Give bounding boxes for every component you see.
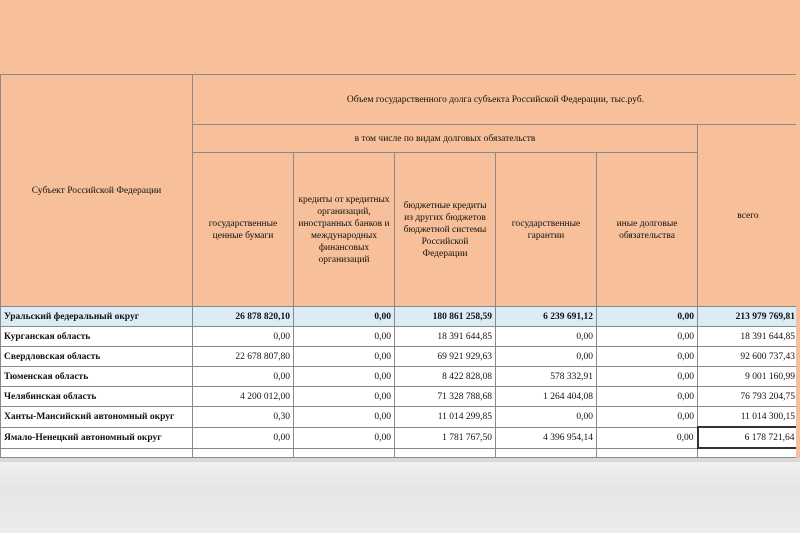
- empty-cell: [698, 448, 799, 458]
- empty-cell: [395, 448, 496, 458]
- region-cell[interactable]: Уральский федеральный округ: [1, 307, 193, 327]
- header-debt-volume-label: Объем государственного долга субъекта Российской Федерации, тыс.руб.: [346, 94, 645, 105]
- header-col-total[interactable]: [698, 125, 799, 307]
- header-col-securities[interactable]: [193, 153, 294, 307]
- value-cell[interactable]: 92 600 737,43: [698, 347, 799, 367]
- value-cell[interactable]: 0,00: [294, 367, 395, 387]
- header-col-guarantees-label: государственные гарантии: [511, 218, 581, 241]
- value-cell[interactable]: 0,00: [597, 407, 698, 428]
- value-cell[interactable]: 76 793 204,75: [698, 387, 799, 407]
- header-subject-label: Субъект Российской Федерации: [31, 185, 162, 196]
- value-cell[interactable]: 0,00: [597, 427, 698, 448]
- region-cell[interactable]: Свердловская область: [1, 347, 193, 367]
- value-cell[interactable]: 6 239 691,12: [496, 307, 597, 327]
- table-row: [1, 387, 799, 407]
- region-cell[interactable]: Челябинская область: [1, 387, 193, 407]
- table-row: [1, 407, 799, 428]
- table-row-partial: [1, 448, 799, 458]
- region-cell[interactable]: Курганская область: [1, 327, 193, 347]
- value-cell[interactable]: 69 921 929,63: [395, 347, 496, 367]
- region-cell[interactable]: Ханты-Мансийский автономный округ: [1, 407, 193, 428]
- header-including-by-type[interactable]: [193, 125, 698, 153]
- value-cell[interactable]: 0,00: [193, 327, 294, 347]
- header-col-other[interactable]: [597, 153, 698, 307]
- value-cell[interactable]: 71 328 788,68: [395, 387, 496, 407]
- blurred-bottom-area: [0, 458, 800, 533]
- value-cell[interactable]: 9 001 160,99: [698, 367, 799, 387]
- region-cell[interactable]: Ямало-Ненецкий автономный округ: [1, 427, 193, 448]
- value-cell[interactable]: 0,00: [294, 327, 395, 347]
- value-cell[interactable]: 0,00: [496, 407, 597, 428]
- value-cell[interactable]: 0,00: [294, 347, 395, 367]
- table-row: [1, 307, 799, 327]
- debt-table: [0, 74, 800, 458]
- value-cell[interactable]: 0,00: [294, 307, 395, 327]
- value-cell[interactable]: 578 332,91: [496, 367, 597, 387]
- value-cell[interactable]: 1 264 404,08: [496, 387, 597, 407]
- value-cell[interactable]: 0,00: [597, 387, 698, 407]
- value-cell[interactable]: 213 979 769,81: [698, 307, 799, 327]
- sheet-top-band: [0, 0, 800, 74]
- value-cell[interactable]: 180 861 258,59: [395, 307, 496, 327]
- value-cell[interactable]: 0,00: [294, 407, 395, 428]
- empty-cell: [193, 448, 294, 458]
- selected-cell[interactable]: 6 178 721,64: [698, 427, 799, 448]
- spreadsheet-sheet: [0, 74, 800, 458]
- value-cell[interactable]: 0,30: [193, 407, 294, 428]
- header-col-bank-credits-label: кредиты от кредитных организаций, иностранных банков и международных финансовых организаций: [298, 194, 390, 265]
- empty-cell: [294, 448, 395, 458]
- value-cell[interactable]: 0,00: [294, 387, 395, 407]
- header-col-budget-credits[interactable]: [395, 153, 496, 307]
- empty-cell: [1, 448, 193, 458]
- value-cell[interactable]: 0,00: [597, 307, 698, 327]
- header-col-other-label: иные долговые обязательства: [616, 218, 678, 241]
- value-cell[interactable]: 0,00: [597, 327, 698, 347]
- header-col-guarantees[interactable]: [496, 153, 597, 307]
- value-cell[interactable]: 11 014 299,85: [395, 407, 496, 428]
- header-col-total-label: всего: [737, 210, 759, 221]
- region-cell[interactable]: Тюменская область: [1, 367, 193, 387]
- value-cell[interactable]: 0,00: [193, 427, 294, 448]
- value-cell[interactable]: 0,00: [597, 367, 698, 387]
- value-cell[interactable]: 0,00: [496, 347, 597, 367]
- value-cell[interactable]: 18 391 644,85: [698, 327, 799, 347]
- table-row: [1, 327, 799, 347]
- value-cell[interactable]: 4 396 954,14: [496, 427, 597, 448]
- value-cell[interactable]: 18 391 644,85: [395, 327, 496, 347]
- value-cell[interactable]: 0,00: [294, 427, 395, 448]
- value-cell[interactable]: 0,00: [597, 347, 698, 367]
- empty-cell: [597, 448, 698, 458]
- header-subject[interactable]: [1, 75, 193, 307]
- header-debt-volume[interactable]: [193, 75, 799, 125]
- header-including-label: в том числе по видам долговых обязательств: [354, 133, 536, 144]
- header-col-bank-credits[interactable]: [294, 153, 395, 307]
- header-col-securities-label: государственные ценные бумаги: [208, 218, 278, 241]
- value-cell[interactable]: 0,00: [496, 327, 597, 347]
- value-cell[interactable]: 8 422 828,08: [395, 367, 496, 387]
- value-cell[interactable]: 22 678 807,80: [193, 347, 294, 367]
- empty-cell: [496, 448, 597, 458]
- table-row: [1, 367, 799, 387]
- value-cell[interactable]: 4 200 012,00: [193, 387, 294, 407]
- value-cell[interactable]: 26 878 820,10: [193, 307, 294, 327]
- next-column-edge: [796, 74, 800, 458]
- table-row: [1, 427, 799, 448]
- header-col-budget-credits-label: бюджетные кредиты из других бюджетов бюджетной системы Российской Федерации: [403, 200, 487, 259]
- value-cell[interactable]: 11 014 300,15: [698, 407, 799, 428]
- value-cell[interactable]: 1 781 767,50: [395, 427, 496, 448]
- table-row: [1, 347, 799, 367]
- value-cell[interactable]: 0,00: [193, 367, 294, 387]
